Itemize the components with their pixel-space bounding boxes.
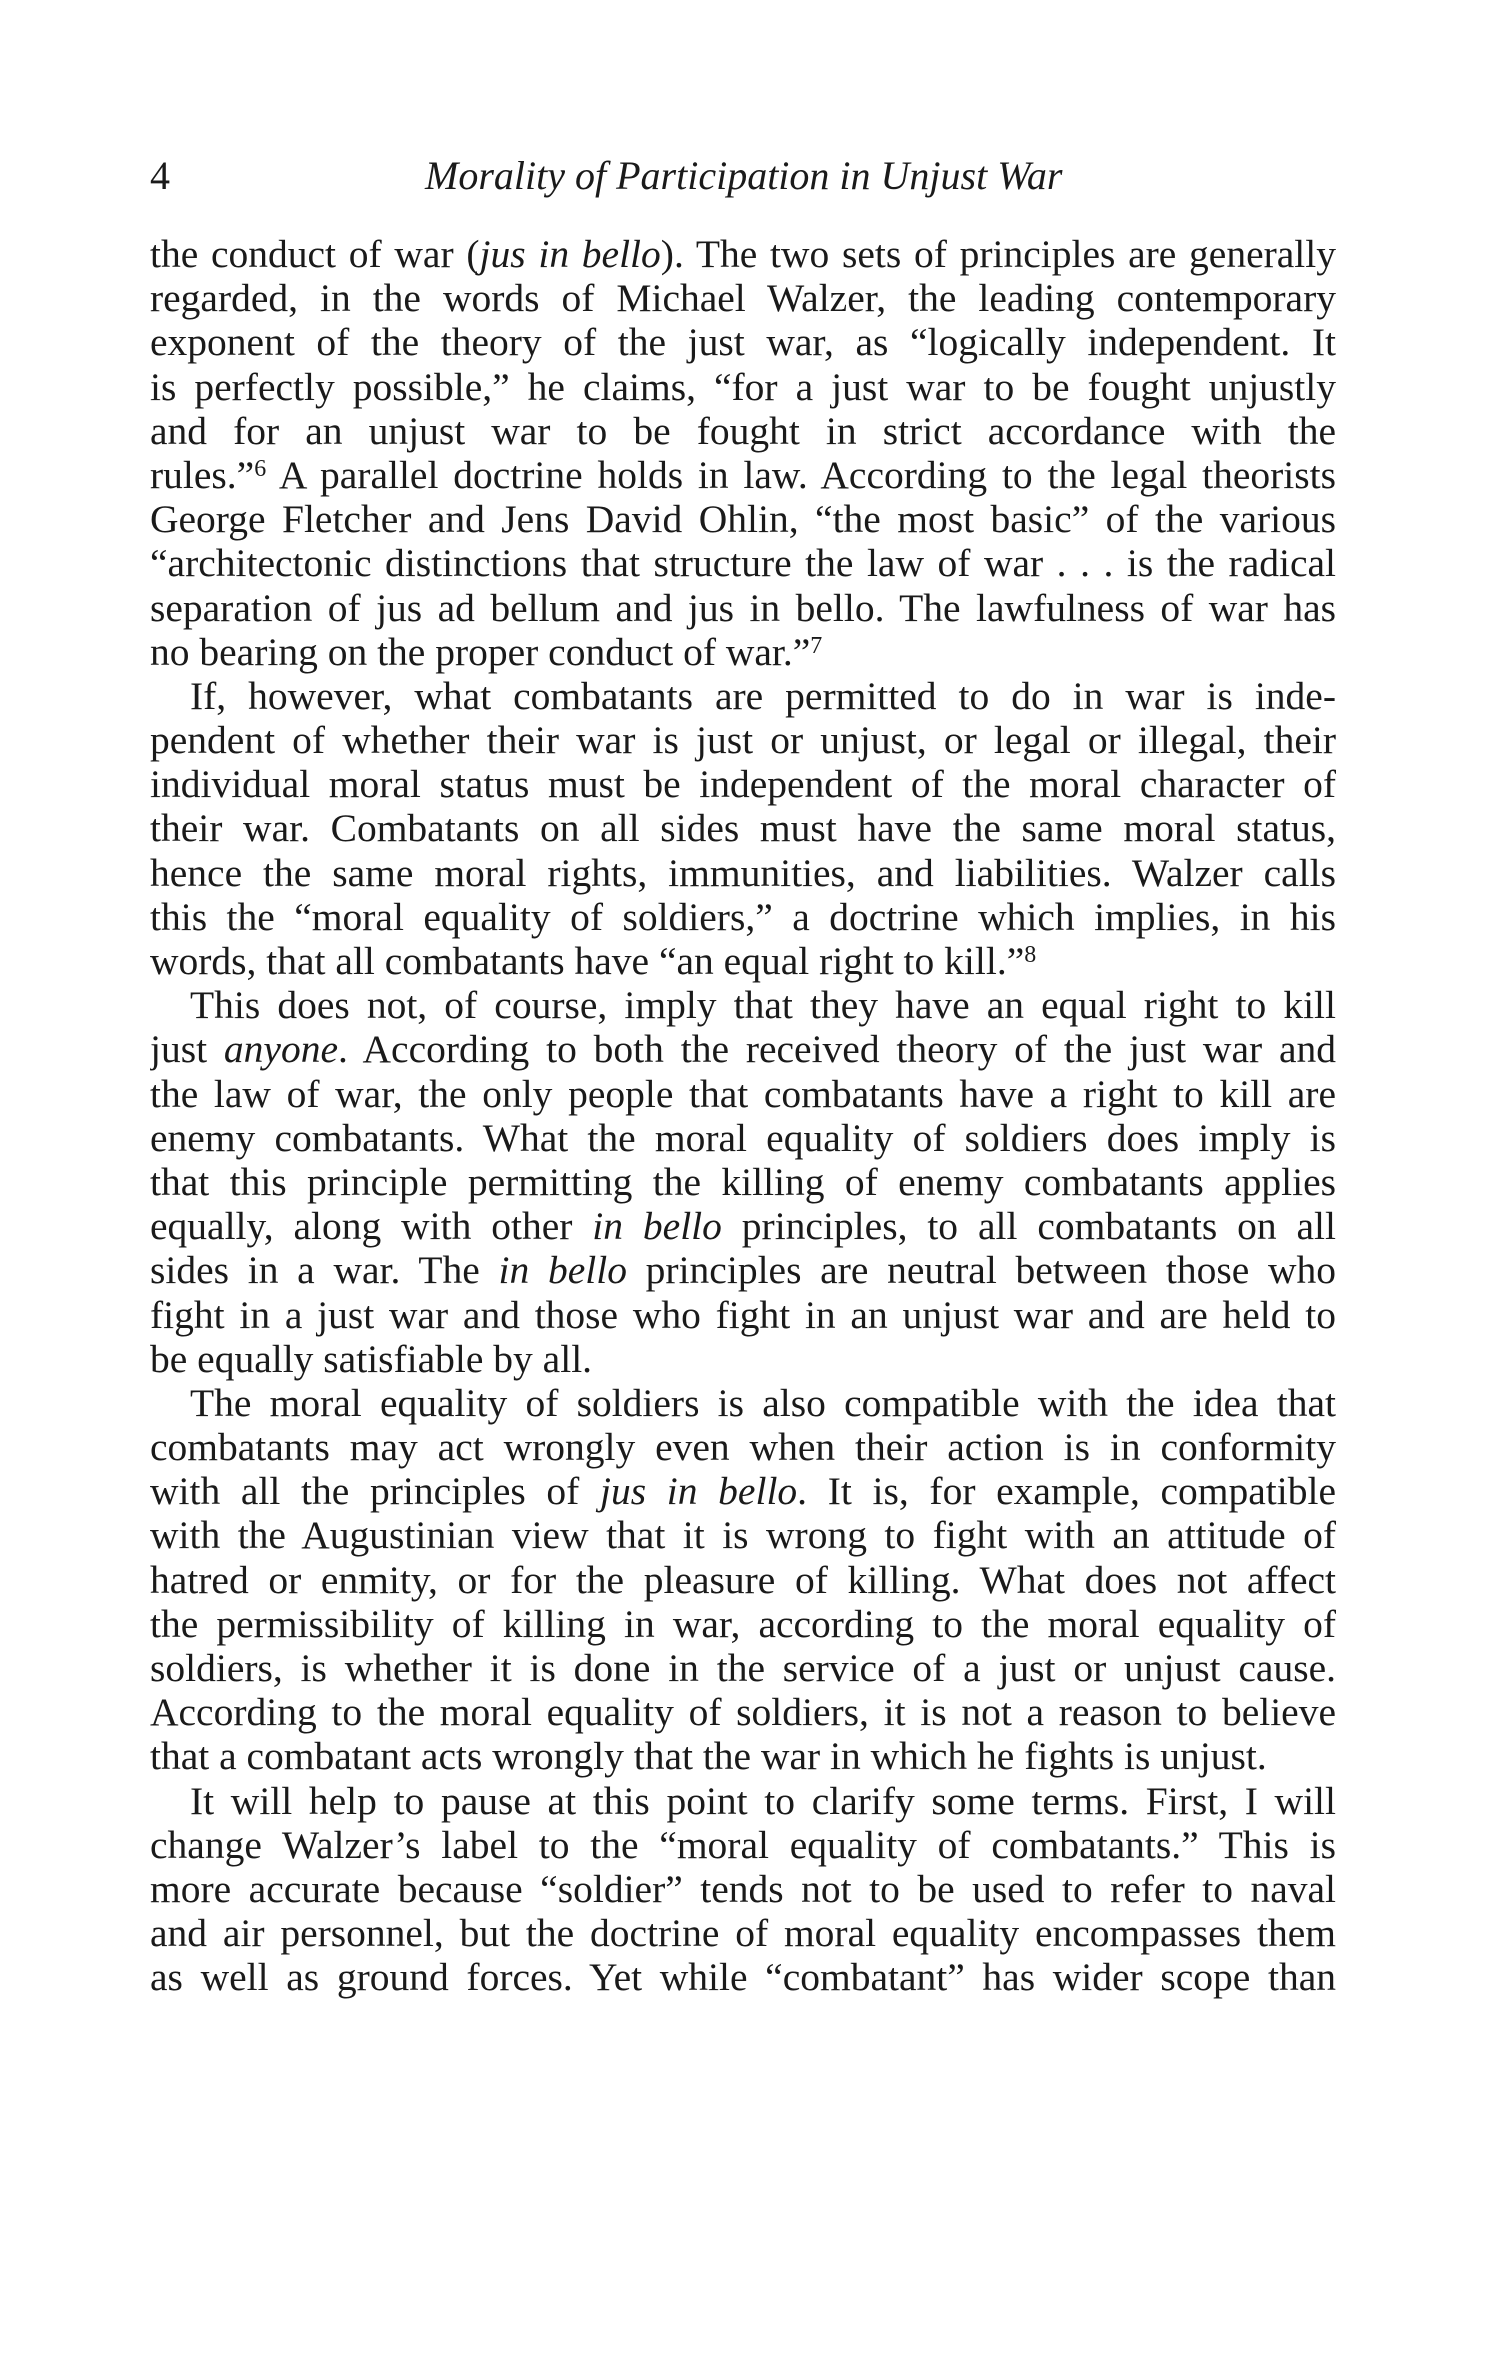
text-line: If, however, what combatants are permitted to do in war is inde-	[190, 673, 1336, 718]
text-line: that a combatant acts wrongly that the war in which he fights is unjust.	[150, 1734, 1267, 1779]
text-line: soldiers, is whether it is done in the service of a just or unjust cause.	[150, 1646, 1336, 1690]
paragraph	[150, 232, 1336, 674]
text-line: no bearing on the proper conduct of war.”$^7$	[150, 629, 823, 674]
paragraph	[150, 1779, 1336, 2000]
text-line: regarded, in the words of Michael Walzer, the leading contemporary	[150, 276, 1336, 321]
text-line: that this principle permitting the killing of enemy combatants applies	[150, 1159, 1336, 1204]
text-line: According to the moral equality of soldiers, it is not a reason to believe	[150, 1690, 1336, 1735]
text-line: words, that all combatants have “an equal right to kill.”$^8$	[150, 939, 1037, 983]
italic-term: jus in bello	[479, 232, 661, 276]
text-line: equally, along with other in bello principles, to all combatants on all	[150, 1204, 1336, 1249]
text-line: enemy combatants. What the moral equality of soldiers does imply is	[150, 1115, 1336, 1160]
paragraph	[150, 1381, 1336, 1779]
italic-term: in bello	[498, 1248, 627, 1293]
text-line: change Walzer’s label to the “moral equality of combatants.” This is	[150, 1822, 1336, 1867]
footnote-marker: 8	[1024, 942, 1037, 968]
text-line: with all the principles of jus in bello. It is, for example, compatible	[150, 1469, 1336, 1514]
paragraph	[150, 983, 1336, 1381]
text-line: the law of war, the only people that combatants have a right to kill are	[150, 1071, 1336, 1116]
italic-term: anyone	[223, 1027, 338, 1072]
paragraph	[150, 674, 1336, 983]
footnote-marker: 7	[810, 632, 823, 659]
text-line: It will help to pause at this point to clarify some terms. First, I will	[190, 1778, 1336, 1823]
italic-term: jus in bello	[600, 1469, 798, 1514]
footnote-marker: 6	[254, 455, 267, 482]
running-title: Morality of Participation in Unjust War	[425, 153, 1063, 198]
page-number: 4	[150, 153, 170, 198]
italic-term: in bello	[592, 1204, 722, 1249]
text-line: more accurate because “soldier” tends not to be used to refer to naval	[150, 1866, 1336, 1911]
text-line: separation of jus ad bellum and jus in bello. The lawfulness of war has	[150, 585, 1336, 630]
body-text	[150, 232, 1336, 2000]
text-line: and air personnel, but the doctrine of moral equality encompasses them	[150, 1911, 1336, 1956]
text-line: be equally satisfiable by all.	[150, 1336, 593, 1381]
text-line: their war. Combatants on all sides must have the same moral status,	[150, 806, 1336, 851]
text-line: sides in a war. The in bello principles are neutral between those who	[150, 1248, 1336, 1293]
text-line: The moral equality of soldiers is also compatible with the idea that	[190, 1380, 1336, 1425]
text-line: pendent of whether their war is just or unjust, or legal or illegal, their	[150, 718, 1336, 763]
text-line: combatants may act wrongly even when their action is in conformity	[150, 1425, 1336, 1470]
text-line: this the “moral equality of soldiers,” a doctrine which implies, in his	[150, 894, 1336, 939]
text-line: is perfectly possible,” he claims, “for a just war to be fought unjustly	[150, 364, 1336, 409]
text-line: hatred or enmity, or for the pleasure of killing. What does not affect	[150, 1557, 1336, 1602]
text-line: as well as ground forces. Yet while “combatant” has wider scope than	[150, 1955, 1336, 2000]
text-line: and for an unjust war to be fought in strict accordance with the	[150, 408, 1336, 453]
text-line: George Fletcher and Jens David Ohlin, “the most basic” of the various	[150, 497, 1336, 542]
text-line: This does not, of course, imply that they have an equal right to kill	[190, 983, 1336, 1028]
text-line: just anyone. According to both the received theory of the just war and	[150, 1027, 1336, 1072]
text-line: the permissibility of killing in war, according to the moral equality of	[150, 1601, 1336, 1646]
text-line: individual moral status must be independent of the moral character of	[150, 762, 1336, 807]
text-line: fight in a just war and those who fight in an unjust war and are held to	[150, 1292, 1336, 1337]
running-head	[150, 148, 1336, 204]
text-line: hence the same moral rights, immunities, and liabilities. Walzer calls	[150, 850, 1336, 895]
text-line: rules.”$^6$ A parallel doctrine holds in law. According to the legal theorists	[150, 452, 1336, 497]
text-line: “architectonic distinctions that structure the law of war . . . is the radical	[150, 541, 1336, 586]
text-line: the conduct of war (jus in bello). The two sets of principles are generally	[150, 232, 1336, 276]
text-line: with the Augustinian view that it is wrong to fight with an attitude of	[150, 1513, 1336, 1558]
text-line: exponent of the theory of the just war, as “logically independent. It	[150, 320, 1336, 365]
